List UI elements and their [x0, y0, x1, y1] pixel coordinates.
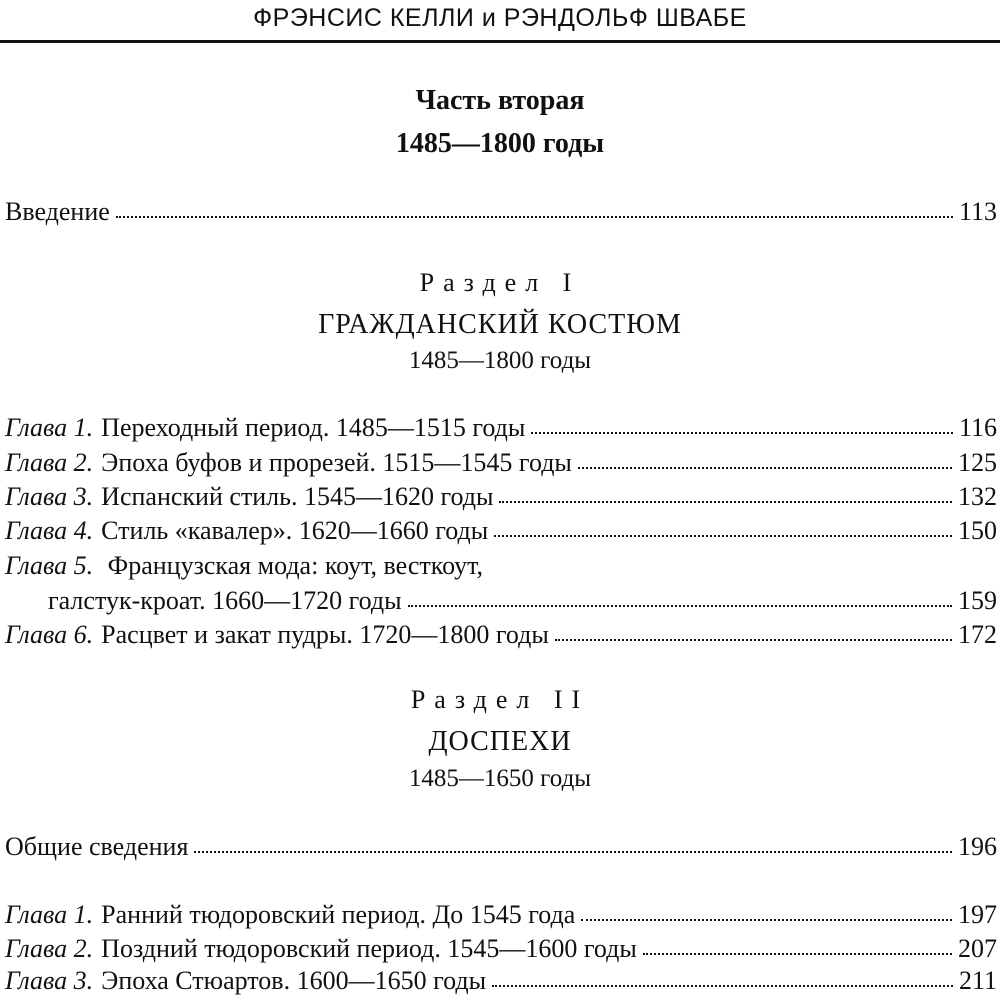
dot-leader	[499, 495, 952, 503]
toc-title-continued: галстук-кроат. 1660—1720 годы	[48, 586, 402, 615]
toc-page: 125	[958, 448, 997, 477]
header-rule	[0, 40, 1000, 43]
toc-row-s2-ch1[interactable]	[5, 900, 997, 930]
toc-page: 172	[958, 620, 997, 649]
toc-row-s1-ch6[interactable]	[5, 620, 997, 650]
running-head	[0, 4, 1000, 33]
toc-page: 159	[958, 586, 997, 615]
dot-leader	[494, 529, 952, 537]
toc-row-s1-ch5-line1[interactable]	[5, 551, 483, 581]
section-1-years: 1485—1800 годы	[408, 347, 592, 374]
toc-row-s1-ch5-line2[interactable]	[48, 586, 997, 616]
chapter-label: Глава 1.	[5, 413, 94, 442]
dot-leader	[408, 599, 952, 607]
toc-title: Ранний тюдоровский период. До 1545 года	[101, 900, 576, 929]
running-head-authors-1: ФРЭНСИС КЕЛЛИ	[253, 4, 475, 32]
chapter-label: Глава 1.	[5, 900, 94, 929]
toc-row-s1-ch3[interactable]	[5, 482, 997, 512]
toc-title: Французская мода: коут, весткоут,	[107, 551, 483, 580]
dot-leader	[531, 426, 953, 434]
dot-leader	[578, 461, 952, 469]
toc-row-general[interactable]	[5, 832, 997, 862]
chapter-label: Глава 2.	[5, 448, 94, 477]
toc-title: Эпоха буфов и прорезей. 1515—1545 годы	[101, 448, 572, 477]
section-2-years: 1485—1650 годы	[408, 765, 592, 792]
section-2-title: ДОСПЕХИ	[428, 726, 572, 757]
toc-page: 113	[958, 197, 997, 226]
toc-title: Общие сведения	[5, 832, 189, 861]
chapter-label: Глава 6.	[5, 620, 94, 649]
toc-title: Расцвет и закат пудры. 1720—1800 годы	[101, 620, 549, 649]
toc-row-s2-ch2[interactable]	[5, 934, 997, 964]
part-years: 1485—1800 годы	[395, 128, 605, 159]
toc-page: 197	[958, 900, 997, 929]
toc-title: Переходный период. 1485—1515 годы	[101, 413, 526, 442]
dot-leader	[581, 913, 952, 921]
dot-leader	[116, 210, 953, 218]
toc-page: 132	[958, 482, 997, 511]
chapter-label: Глава 4.	[5, 516, 94, 545]
toc-page: 211	[958, 966, 997, 995]
dot-leader	[194, 845, 952, 853]
toc-row-s2-ch3[interactable]	[5, 966, 997, 996]
section-1-title: ГРАЖДАНСКИЙ КОСТЮМ	[318, 309, 682, 340]
toc-row-s1-ch1[interactable]	[5, 413, 997, 443]
dot-leader	[643, 947, 952, 955]
running-head-authors-2: РЭНДОЛЬФ ШВАБЕ	[503, 4, 747, 32]
section-1-label: Раздел I	[419, 268, 581, 297]
dot-leader	[555, 633, 952, 641]
toc-title: Эпоха Стюартов. 1600—1650 годы	[101, 966, 487, 995]
toc-page: 150	[958, 516, 997, 545]
toc-page: 116	[958, 413, 997, 442]
section-2-label: Раздел II	[410, 685, 590, 714]
chapter-label: Глава 2.	[5, 934, 94, 963]
toc-title: Стиль «кавалер». 1620—1660 годы	[101, 516, 489, 545]
chapter-label: Глава 5.	[5, 551, 94, 580]
toc-page: 196	[958, 832, 997, 861]
dot-leader	[492, 979, 953, 987]
toc-row-intro[interactable]	[5, 197, 997, 227]
chapter-label: Глава 3.	[5, 966, 94, 995]
toc-title: Введение	[5, 197, 110, 226]
toc-page: 207	[958, 934, 997, 963]
toc-row-s1-ch2[interactable]	[5, 448, 997, 478]
toc-title: Поздний тюдоровский период. 1545—1600 годы	[101, 934, 637, 963]
toc-title: Испанский стиль. 1545—1620 годы	[101, 482, 494, 511]
toc-row-s1-ch4[interactable]	[5, 516, 997, 546]
running-head-and: и	[481, 4, 497, 32]
part-title: Часть вторая	[415, 85, 585, 116]
chapter-label: Глава 3.	[5, 482, 94, 511]
